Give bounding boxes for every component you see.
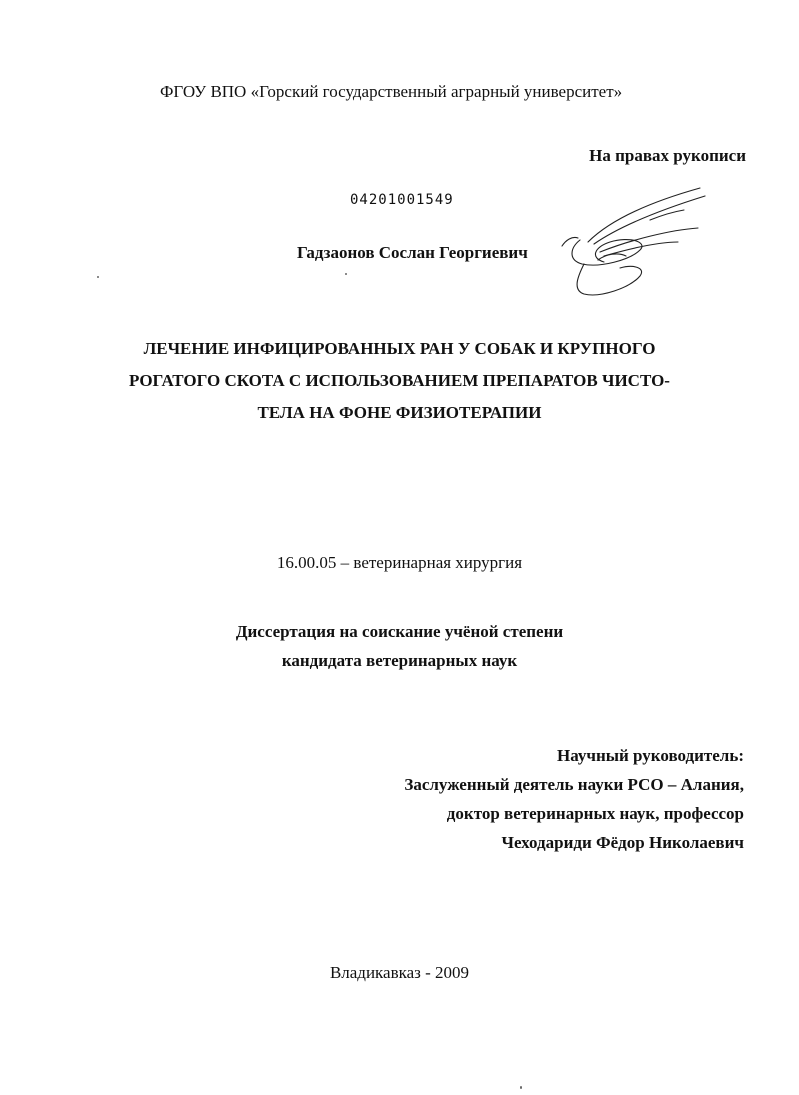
rights-note: На правах рукописи	[589, 146, 746, 165]
title-line-1: ЛЕЧЕНИЕ ИНФИЦИРОВАННЫХ РАН У СОБАК И КРУПНОГО	[143, 339, 656, 358]
title-line-2: РОГАТОГО СКОТА С ИСПОЛЬЗОВАНИЕМ ПРЕПАРАТОВ ЧИСТО-	[129, 371, 670, 390]
supervisor-heading: Научный руководитель:	[557, 746, 744, 765]
author-signature	[560, 180, 710, 305]
inventory-number: 04201001549	[350, 192, 454, 208]
supervisor-honor: Заслуженный деятель науки РСО – Алания,	[404, 775, 744, 794]
degree-line-2: кандидата ветеринарных наук	[281, 651, 518, 670]
dissertation-title	[0, 333, 799, 429]
degree-statement	[0, 617, 799, 675]
city-year: Владикавказ - 2009	[329, 963, 470, 982]
supervisor-name: Чеходариди Фёдор Николаевич	[501, 833, 744, 852]
degree-line-1: Диссертация на соискание учёной степени	[235, 622, 564, 641]
title-line-3: ТЕЛА НА ФОНЕ ФИЗИОТЕРАПИИ	[257, 403, 542, 422]
scan-speck	[97, 276, 99, 278]
supervisor-block	[404, 741, 744, 857]
scan-speck	[345, 273, 347, 275]
author-name: Гадзаонов Сослан Георгиевич	[297, 243, 528, 262]
supervisor-degree: доктор ветеринарных наук, профессор	[446, 804, 744, 823]
institution-name: ФГОУ ВПО «Горский государственный аграрный университет»	[160, 82, 623, 101]
scan-speck	[520, 1086, 522, 1089]
specialty-code: 16.00.05 – ветеринарная хирургия	[276, 553, 523, 572]
